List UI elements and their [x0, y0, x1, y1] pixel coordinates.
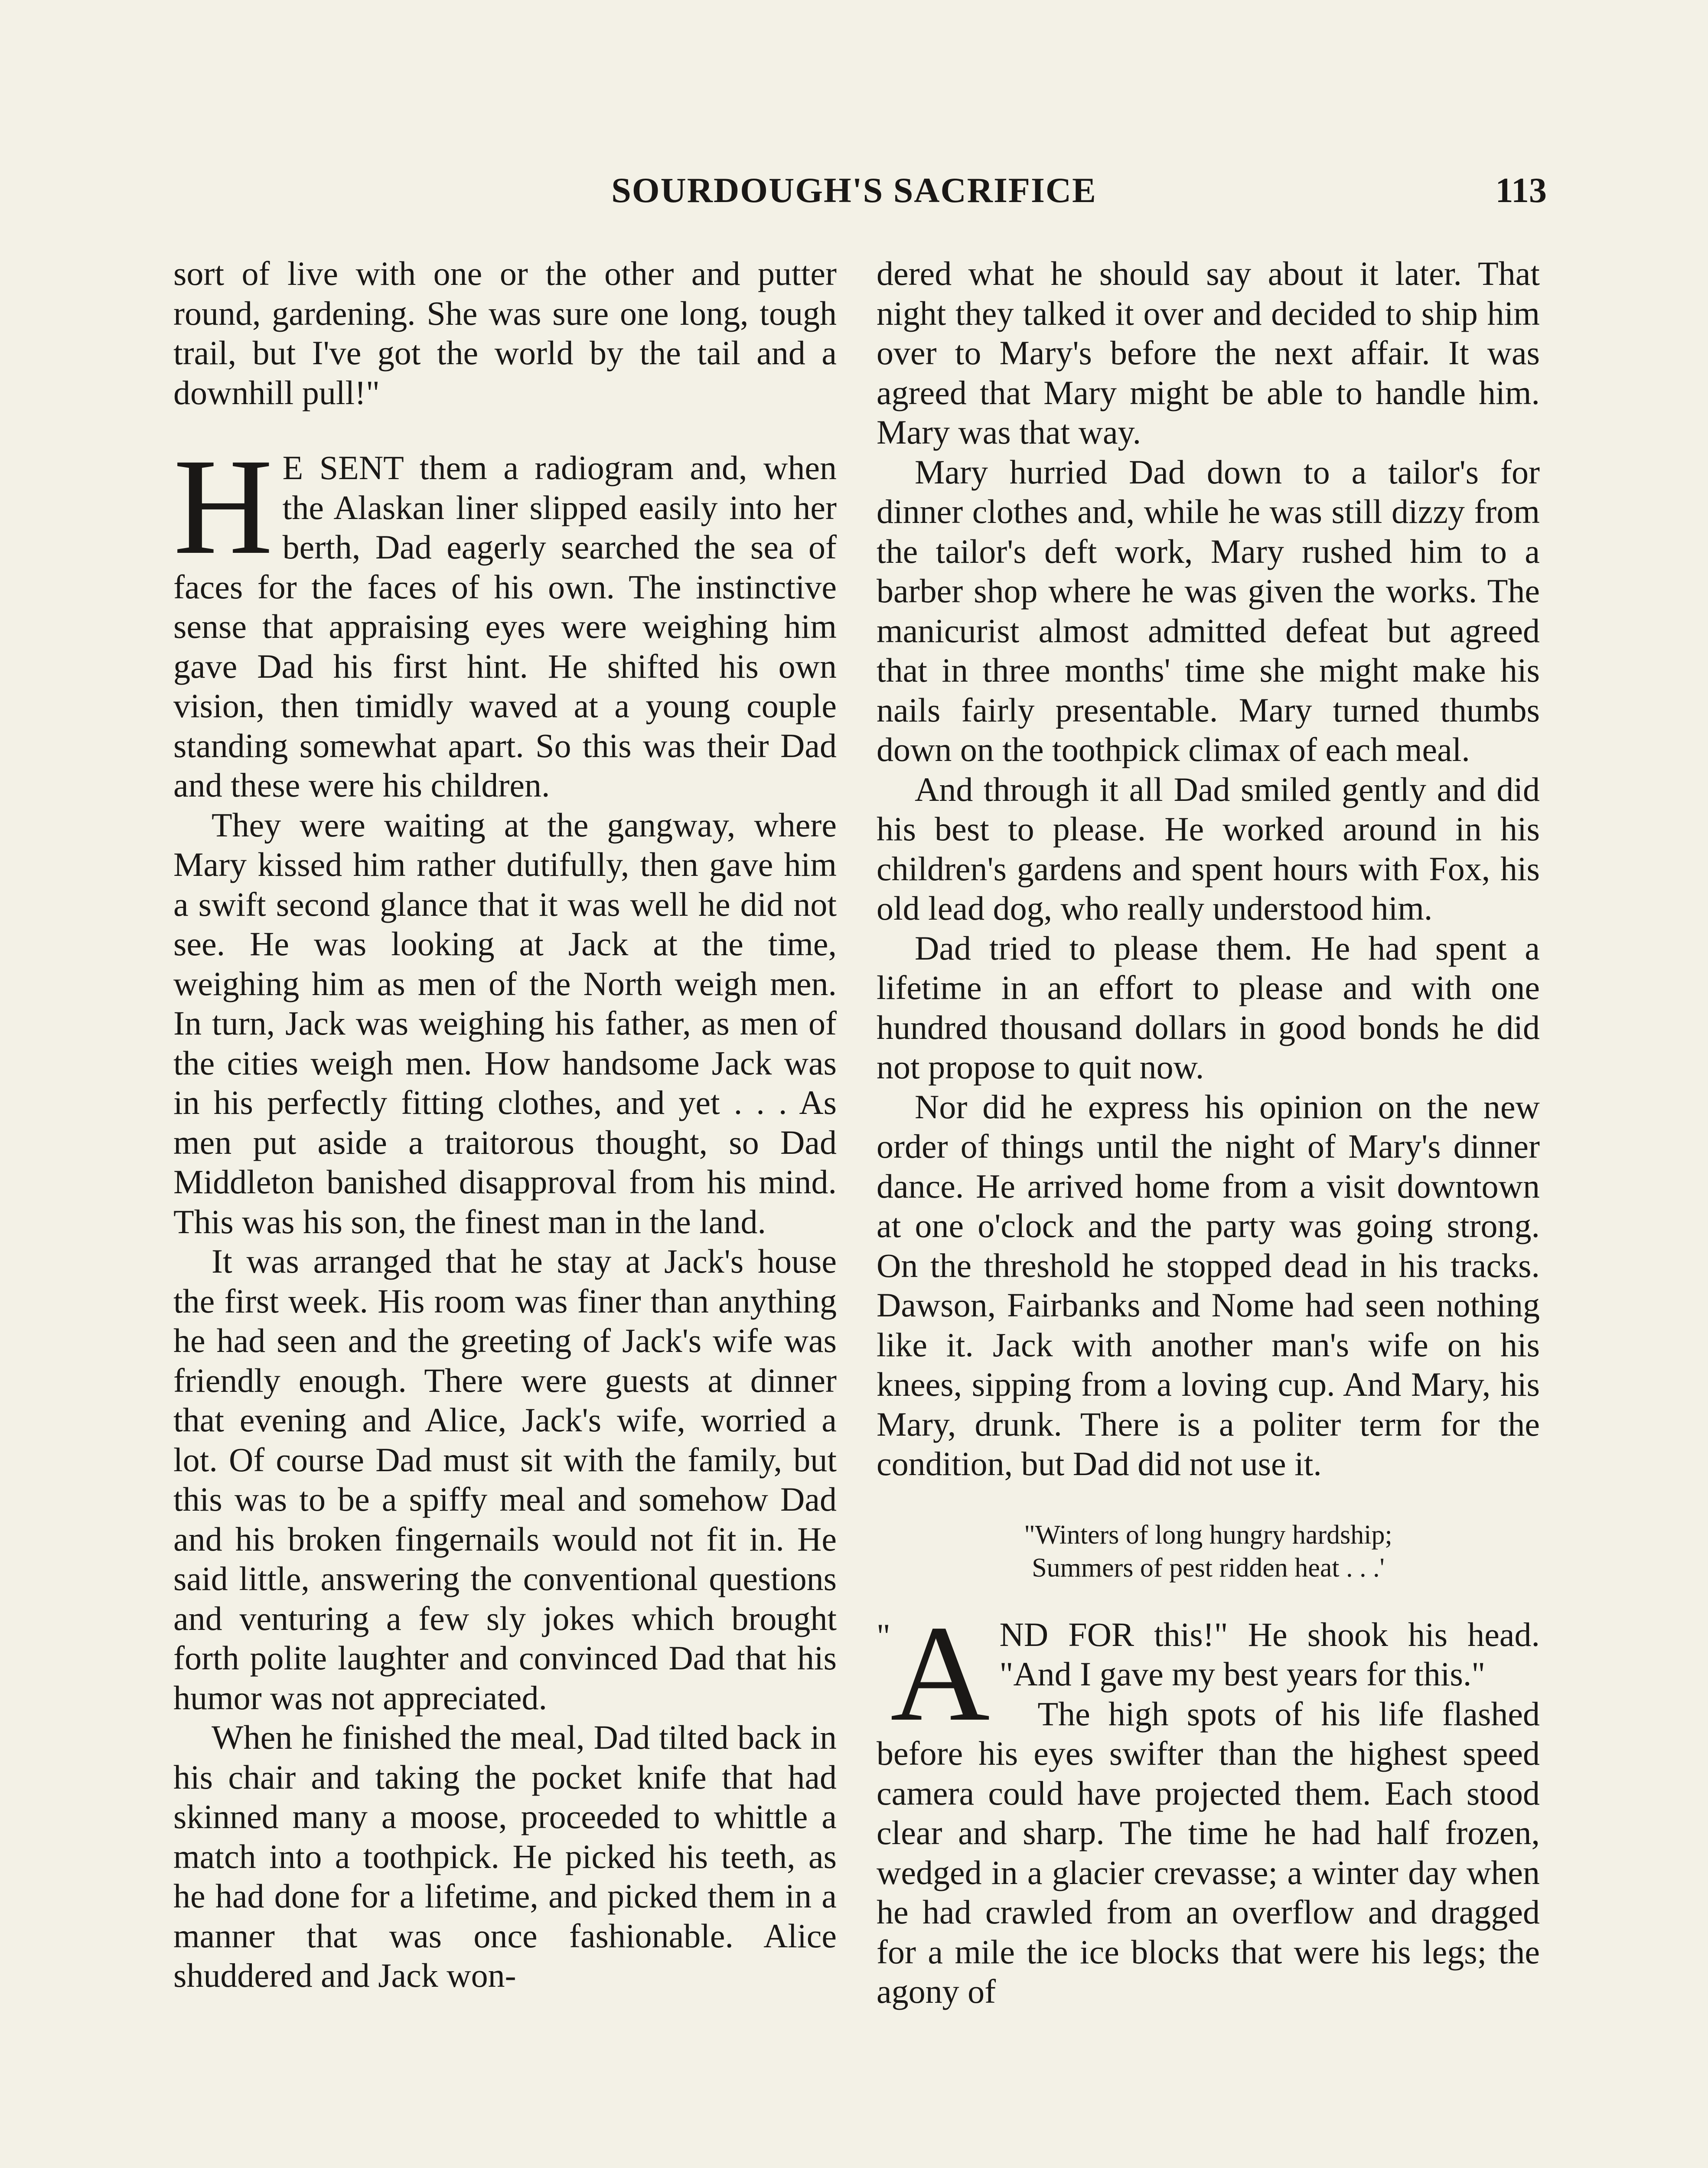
left-column: [173, 254, 837, 1995]
drop-cap-letter: H: [173, 430, 273, 583]
verse-line: "Winters of long hungry hardship;: [1024, 1520, 1392, 1550]
paragraph-text: E SENT them a radiogram and, when the Alaskan liner slipped easily into her berth, Dad eagerly searched the sea of faces for the faces of his own. The instinctive sense that appraising eyes were weighing him gave Dad his first hint. He shifted his own vision, then timidly waved at a young couple standing somewhat apart. So this was their Dad and these were his children.: [173, 449, 837, 804]
paragraph: sort of live with one or the other and putter round, gardening. She was sure one long, tough trail, but I've got the world by the tail and a downhill pull!": [173, 255, 837, 411]
verse-quote: [877, 1518, 1540, 1584]
paragraph-text: ND FOR this!" He shook his head. "And I gave my best years for this.": [999, 1615, 1540, 1693]
paragraph: They were waiting at the gangway, where Mary kissed him rather dutifully, then gave him a swift second glance that it was well he did not see. He was looking at Jack at the time, weighing him as men of the North weigh men. In turn, Jack was weighing his father, as men of the cities weigh men. How handsome Jack was in his perfectly fitting clothes, and yet . . . As men put aside a traitorous thought, so Dad Middleton banished disapproval from his mind. This was his son, the finest man in the land.: [173, 806, 837, 1241]
verse-line: Summers of pest ridden heat . . .': [1032, 1553, 1385, 1583]
paragraph: Nor did he express his opinion on the new order of things until the night of Mary's dinner dance. He arrived home from a visit downtown at one o'clock and the party was going strong. On the threshold he stopped dead in his tracks. Dawson, Fairbanks and Nome had seen nothing like it. Jack with another man's wife on his knees, sipping from a loving cup. And Mary, his Mary, drunk. There is a politer term for the condition, but Dad did not use it.: [877, 1087, 1540, 1482]
paragraph: Dad tried to please them. He had spent a lifetime in an effort to please and with one hundred thousand dollars in good bonds he did not propose to quit now.: [877, 929, 1540, 1086]
paragraph: When he finished the meal, Dad tilted back in his chair and taking the pocket knife that had skinned many a moose, proceeded to whittle a match into a toothpick. He picked his teeth, as he had done for a lifetime, and picked them in a manner that was once fashionable. Alice shuddered and Jack won-: [173, 1718, 837, 1994]
opening-quote-mark: ": [877, 1616, 890, 1655]
paragraph: The high spots of his life flashed before his eyes swifter than the highest speed camera could have projected them. Each stood clear and sharp. The time he had half frozen, wedged in a glacier crevasse; a winter day when he had crawled from an overflow and dragged for a mile the ice blocks that were his legs; the agony of: [877, 1695, 1540, 2010]
drop-cap-char: A: [890, 1597, 990, 1750]
paragraph: And through it all Dad smiled gently and did his best to please. He worked around in his children's gardens and spent hours with Fox, his old lead dog, who really understood him.: [877, 770, 1540, 927]
paragraph: Mary hurried Dad down to a tailor's for dinner clothes and, while he was still dizzy from the tailor's deft work, Mary rushed him to a barber shop where he was given the works. The manicurist almost admitted defeat but agreed that in three months' time she might make his nails fairly presentable. Mary turned thumbs down on the toothpick climax of each meal.: [877, 453, 1540, 768]
paragraph-dropcap: [877, 1597, 1540, 1750]
page-number: 113: [1495, 170, 1547, 210]
right-column: [877, 254, 1540, 2011]
drop-cap-letter: [877, 1597, 990, 1750]
running-header-title: SOURDOUGH'S SACRIFICE: [611, 170, 1097, 210]
paragraph: It was arranged that he stay at Jack's house the first week. His room was finer than anything he had seen and the greeting of Jack's wife was friendly enough. There were guests at dinner that evening and Alice, Jack's wife, worried a lot. Of course Dad must sit with the family, but this was to be a spiffy meal and somehow Dad and his broken fingernails would not fit in. He said little, answering the conventional questions and venturing a few sly jokes which brought forth polite laughter and convinced Dad that his humor was not appreciated.: [173, 1242, 837, 1717]
paragraph-dropcap: [173, 430, 837, 805]
paragraph: dered what he should say about it later. That night they talked it over and decided to ship him over to Mary's before the next affair. It was agreed that Mary might be able to handle him. Mary was that way.: [877, 255, 1540, 451]
